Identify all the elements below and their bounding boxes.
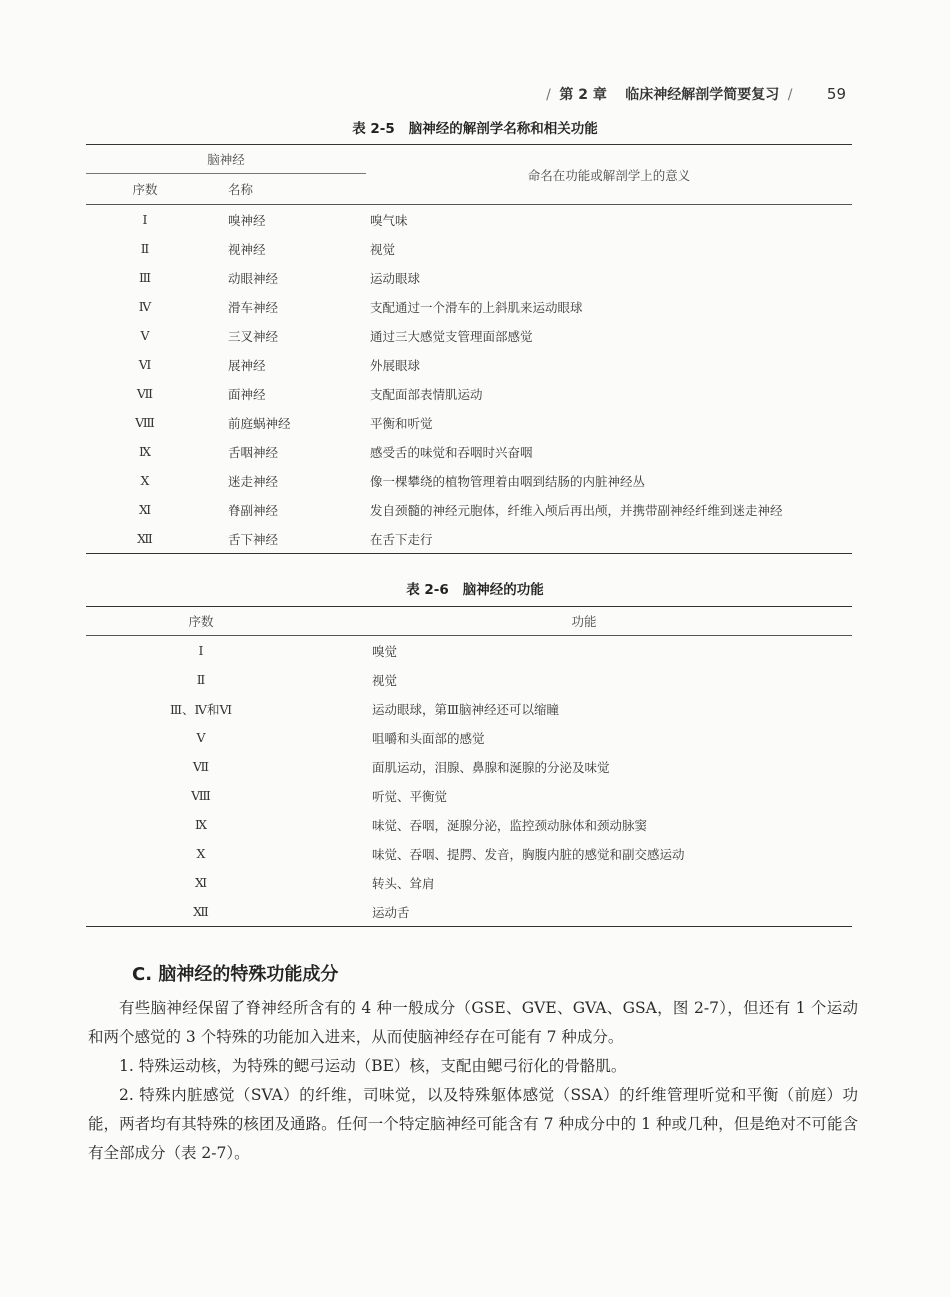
nerve-function: 味觉、吞咽、提腭、发音，胸腹内脏的感觉和副交感运动: [372, 846, 685, 862]
nerve-name: 动眼神经: [228, 270, 279, 286]
nerve-number: Ⅹ: [196, 846, 206, 861]
nerve-meaning: 视觉: [370, 241, 396, 257]
table-row: [86, 234, 852, 263]
nerve-function: 嗅觉: [372, 643, 398, 659]
nerve-function: 视觉: [372, 672, 398, 688]
nerve-name: 脊副神经: [228, 502, 279, 518]
table-row: [86, 868, 852, 897]
table5-col-index: 序数: [86, 174, 204, 205]
nerve-number: Ⅺ: [138, 502, 152, 517]
nerve-name: 舌咽神经: [228, 444, 279, 460]
nerve-meaning: 支配面部表情肌运动: [370, 386, 483, 402]
table5-caption: [0, 117, 950, 137]
table-row: [86, 781, 852, 810]
nerve-number: Ⅴ: [196, 730, 206, 745]
table-cranial-nerve-functions: [86, 606, 852, 927]
nerve-meaning: 平衡和听觉: [370, 415, 433, 431]
nerve-number: Ⅱ: [140, 241, 150, 256]
table6-col-function: 功能: [316, 607, 852, 636]
table-row: [86, 524, 852, 554]
nerve-name: 舌下神经: [228, 531, 279, 547]
table-row: [86, 350, 852, 379]
table-row: [86, 321, 852, 350]
chapter-title: 临床神经解剖学简要复习: [625, 87, 780, 103]
table-row: [86, 466, 852, 495]
nerve-meaning: 嗅气味: [370, 212, 408, 228]
table-row: [86, 636, 852, 666]
nerve-number: Ⅰ: [198, 643, 204, 658]
table5-title: 脑神经的解剖学名称和相关功能: [408, 121, 598, 137]
nerve-function: 味觉、吞咽，涎腺分泌，监控颈动脉体和颈动脉窦: [372, 817, 648, 833]
table6-caption: [0, 578, 950, 598]
nerve-number: Ⅴ: [140, 328, 150, 343]
nerve-function: 运动舌: [372, 904, 410, 920]
nerve-meaning: 运动眼球: [370, 270, 421, 286]
body-paragraph: 1. 特殊运动核，为特殊的鳃弓运动（BE）核，支配由鳃弓衍化的骨骼肌。: [119, 1057, 627, 1075]
nerve-number: Ⅸ: [194, 817, 208, 832]
nerve-meaning: 支配通过一个滑车的上斜肌来运动眼球: [370, 299, 583, 315]
nerve-function: 面肌运动，泪腺、鼻腺和涎腺的分泌及味觉: [372, 759, 610, 775]
body-paragraph: 有些脑神经保留了脊神经所含有的 4 种一般成分（GSE、GVE、GVA、GSA，图 2-7），但还有 1 个运动和两个感觉的 3 个特殊的功能加入进来，从而使脑神经存在可能有 7 种成分。: [88, 999, 858, 1046]
table-row: [86, 897, 852, 927]
section-body: [88, 994, 858, 1168]
nerve-number: Ⅻ: [193, 904, 209, 919]
nerve-name: 迷走神经: [228, 473, 279, 489]
header-slash-right: /: [787, 87, 793, 103]
table-row: [86, 665, 852, 694]
running-header: [542, 84, 846, 104]
chapter-number: 第 2 章: [559, 87, 607, 103]
nerve-number: Ⅲ: [138, 270, 152, 285]
nerve-number: Ⅲ、Ⅳ和Ⅵ: [169, 701, 233, 717]
nerve-number: Ⅷ: [191, 788, 211, 803]
table-row: [86, 292, 852, 321]
nerve-number: Ⅸ: [138, 444, 152, 459]
nerve-meaning: 发自颈髓的神经元胞体，纤维入颅后再出颅，并携带副神经纤维到迷走神经: [370, 502, 783, 518]
table5-col-name: 名称: [204, 174, 366, 205]
nerve-meaning: 通过三大感觉支管理面部感觉: [370, 328, 533, 344]
table6-label: 表 2-6: [406, 582, 449, 598]
nerve-name: 三叉神经: [228, 328, 279, 344]
table-row: [86, 263, 852, 292]
nerve-number: Ⅹ: [140, 473, 150, 488]
table-row: [86, 810, 852, 839]
header-slash-left: /: [546, 87, 551, 103]
table6-col-index: 序数: [86, 607, 316, 636]
table-row: [86, 437, 852, 466]
nerve-meaning: 感受舌的味觉和吞咽时兴奋咽: [370, 444, 533, 460]
nerve-number: Ⅺ: [194, 875, 208, 890]
table-row: [86, 839, 852, 868]
nerve-number: Ⅻ: [137, 531, 153, 546]
nerve-meaning: 外展眼球: [370, 357, 421, 373]
table-row: [86, 694, 852, 723]
nerve-name: 面神经: [228, 386, 266, 402]
table-row: [86, 723, 852, 752]
nerve-number: Ⅰ: [142, 212, 148, 227]
table5-col-meaning: 命名在功能或解剖学上的意义: [366, 145, 852, 205]
nerve-name: 展神经: [228, 357, 266, 373]
nerve-function: 转头、耸肩: [372, 875, 435, 891]
nerve-name: 视神经: [228, 241, 266, 257]
nerve-name: 嗅神经: [228, 212, 266, 228]
nerve-number: Ⅷ: [135, 415, 155, 430]
table-row: [86, 408, 852, 437]
body-paragraph: 2. 特殊内脏感觉（SVA）的纤维，司味觉，以及特殊躯体感觉（SSA）的纤维管理听觉和平衡（前庭）功能，两者均有其特殊的核团及通路。任何一个特定脑神经可能含有 7 种成分中的 1 种或几种，但是绝对不可能含有全部成分（表 2-7）。: [88, 1086, 858, 1162]
table-row: [86, 752, 852, 781]
nerve-function: 咀嚼和头面部的感觉: [372, 730, 485, 746]
nerve-function: 听觉、平衡觉: [372, 788, 448, 804]
table-row: [86, 205, 852, 235]
nerve-name: 前庭蜗神经: [228, 415, 291, 431]
table5-group-header: 脑神经: [86, 145, 366, 174]
table5-label: 表 2-5: [352, 121, 395, 137]
nerve-number: Ⅵ: [138, 357, 152, 372]
table-cranial-nerve-names: [86, 144, 852, 554]
table6-title: 脑神经的功能: [462, 582, 544, 598]
nerve-number: Ⅶ: [192, 759, 210, 774]
table-row: [86, 379, 852, 408]
nerve-function: 运动眼球，第Ⅲ脑神经还可以缩瞳: [372, 701, 560, 717]
nerve-number: Ⅱ: [196, 672, 206, 687]
table-row: [86, 495, 852, 524]
nerve-number: Ⅳ: [138, 299, 152, 314]
section-heading: C. 脑神经的特殊功能成分: [132, 964, 339, 985]
page-number: 59: [826, 85, 846, 103]
nerve-meaning: 像一棵攀绕的植物管理着由咽到结肠的内脏神经丛: [370, 473, 646, 489]
nerve-meaning: 在舌下走行: [370, 531, 433, 547]
nerve-name: 滑车神经: [228, 299, 279, 315]
nerve-number: Ⅶ: [136, 386, 154, 401]
